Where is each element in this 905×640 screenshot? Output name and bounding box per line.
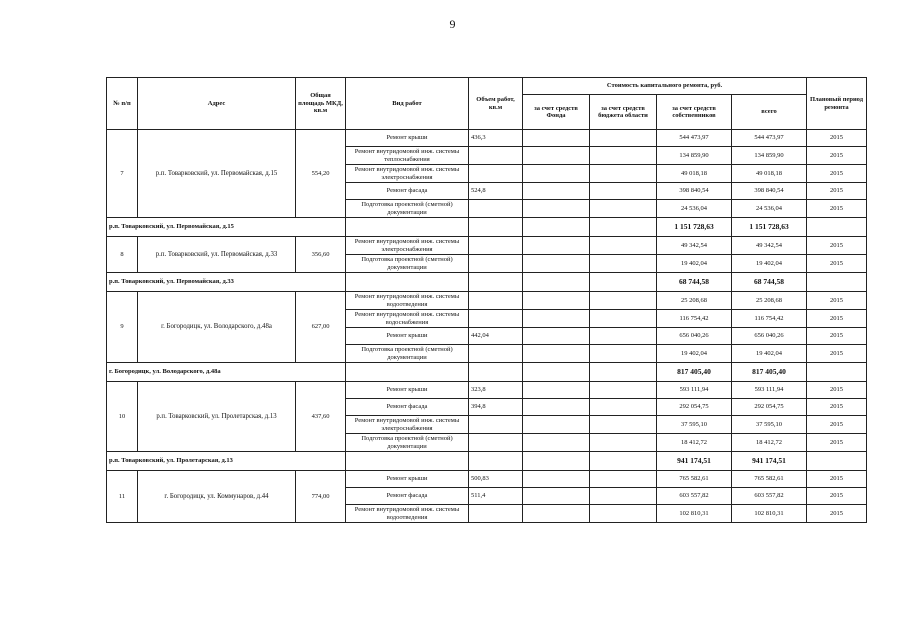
total-total: 1 151 728,63 — [732, 218, 807, 237]
cost-total: 37 595,10 — [732, 416, 807, 434]
cost-total: 116 754,42 — [732, 310, 807, 328]
total-row — [107, 363, 867, 382]
work-type: Ремонт крыши — [346, 471, 469, 488]
work-volume: 394,8 — [469, 399, 523, 416]
plan-period: 2015 — [807, 255, 867, 273]
plan-period: 2015 — [807, 310, 867, 328]
row-number: 8 — [107, 237, 138, 273]
work-type: Подготовка проектной (сметной) документации — [346, 434, 469, 452]
cost-fund — [523, 130, 590, 147]
cost-owners: 116 754,42 — [657, 310, 732, 328]
work-volume: 511,4 — [469, 488, 523, 505]
cost-fund — [523, 488, 590, 505]
plan-period: 2015 — [807, 382, 867, 399]
plan-period: 2015 — [807, 488, 867, 505]
plan-period: 2015 — [807, 237, 867, 255]
plan-period: 2015 — [807, 471, 867, 488]
cost-region — [590, 147, 657, 165]
table-row — [107, 382, 867, 399]
row-number: 11 — [107, 471, 138, 523]
header-cost-group: Стоимость капитального ремонта, руб. — [523, 78, 807, 95]
total-owners: 817 405,40 — [657, 363, 732, 382]
cost-fund — [523, 165, 590, 183]
row-address: г. Богородицк, ул. Володарского, д.48а — [138, 292, 296, 363]
total-empty-region — [590, 363, 657, 382]
work-type: Подготовка проектной (сметной) документации — [346, 345, 469, 363]
total-row — [107, 273, 867, 292]
total-empty-fund — [523, 218, 590, 237]
total-owners: 1 151 728,63 — [657, 218, 732, 237]
cost-owners: 765 582,61 — [657, 471, 732, 488]
cost-region — [590, 399, 657, 416]
cost-region — [590, 165, 657, 183]
total-empty-work — [346, 218, 469, 237]
header-total: всего — [732, 95, 807, 130]
total-label: р.п. Товарковский, ул. Пролетарская, д.13 — [107, 452, 346, 471]
total-empty-period — [807, 452, 867, 471]
work-type: Ремонт фасада — [346, 488, 469, 505]
cost-total: 544 473,97 — [732, 130, 807, 147]
cost-owners: 102 810,31 — [657, 505, 732, 523]
total-owners: 68 744,58 — [657, 273, 732, 292]
total-total: 817 405,40 — [732, 363, 807, 382]
plan-period: 2015 — [807, 434, 867, 452]
cost-region — [590, 434, 657, 452]
cost-fund — [523, 183, 590, 200]
work-volume — [469, 165, 523, 183]
plan-period: 2015 — [807, 328, 867, 345]
cost-region — [590, 505, 657, 523]
header-owners: за счет средств собственников — [657, 95, 732, 130]
cost-total: 102 810,31 — [732, 505, 807, 523]
cost-owners: 544 473,97 — [657, 130, 732, 147]
cost-fund — [523, 505, 590, 523]
cost-owners: 24 536,04 — [657, 200, 732, 218]
total-empty-work — [346, 452, 469, 471]
header-num: № п/п — [107, 78, 138, 130]
plan-period: 2015 — [807, 165, 867, 183]
cost-fund — [523, 345, 590, 363]
cost-owners: 603 557,82 — [657, 488, 732, 505]
plan-period: 2015 — [807, 147, 867, 165]
header-fund: за счет средств Фонда — [523, 95, 590, 130]
work-type: Ремонт внутридомовой инж. системы электроснабжения — [346, 237, 469, 255]
total-total: 68 744,58 — [732, 273, 807, 292]
cost-region — [590, 382, 657, 399]
row-area: 627,00 — [296, 292, 346, 363]
cost-owners: 134 859,90 — [657, 147, 732, 165]
plan-period: 2015 — [807, 292, 867, 310]
cost-total: 49 342,54 — [732, 237, 807, 255]
row-area: 774,00 — [296, 471, 346, 523]
cost-region — [590, 345, 657, 363]
cost-fund — [523, 237, 590, 255]
cost-region — [590, 130, 657, 147]
row-number: 7 — [107, 130, 138, 218]
cost-total: 765 582,61 — [732, 471, 807, 488]
cost-fund — [523, 399, 590, 416]
total-total: 941 174,51 — [732, 452, 807, 471]
cost-total: 603 557,82 — [732, 488, 807, 505]
total-row — [107, 452, 867, 471]
cost-total: 24 536,04 — [732, 200, 807, 218]
total-empty-period — [807, 273, 867, 292]
cost-region — [590, 310, 657, 328]
total-empty-work — [346, 273, 469, 292]
work-type: Ремонт крыши — [346, 130, 469, 147]
row-area: 356,60 — [296, 237, 346, 273]
cost-total: 19 402,04 — [732, 345, 807, 363]
cost-total: 25 208,68 — [732, 292, 807, 310]
header-region-budget: за счет средств бюджета области — [590, 95, 657, 130]
cost-region — [590, 471, 657, 488]
work-volume — [469, 310, 523, 328]
total-label: р.п. Товарковский, ул. Первомайская, д.15 — [107, 218, 346, 237]
work-type: Ремонт внутридомовой инж. системы электроснабжения — [346, 165, 469, 183]
total-label: г. Богородицк, ул. Володарского, д.48а — [107, 363, 346, 382]
work-type: Ремонт фасада — [346, 399, 469, 416]
cost-total: 656 040,26 — [732, 328, 807, 345]
cost-fund — [523, 147, 590, 165]
work-type: Ремонт внутридомовой инж. системы водоснабжения — [346, 310, 469, 328]
cost-total: 398 840,54 — [732, 183, 807, 200]
header-period: Плановый период ремонта — [807, 78, 867, 130]
cost-fund — [523, 292, 590, 310]
work-type: Ремонт внутридомовой инж. системы водоотведения — [346, 292, 469, 310]
cost-fund — [523, 328, 590, 345]
work-volume — [469, 255, 523, 273]
cost-owners: 292 054,75 — [657, 399, 732, 416]
row-address: р.п. Товарковский, ул. Пролетарская, д.13 — [138, 382, 296, 452]
cost-region — [590, 255, 657, 273]
cost-owners: 49 018,18 — [657, 165, 732, 183]
work-type: Ремонт крыши — [346, 328, 469, 345]
row-number: 10 — [107, 382, 138, 452]
work-type: Ремонт внутридомовой инж. системы теплоснабжения — [346, 147, 469, 165]
header-volume: Объем работ, кв.м — [469, 78, 523, 130]
work-volume — [469, 292, 523, 310]
header-work-type: Вид работ — [346, 78, 469, 130]
cost-owners: 37 595,10 — [657, 416, 732, 434]
work-volume: 323,8 — [469, 382, 523, 399]
total-row — [107, 218, 867, 237]
work-type: Ремонт внутридомовой инж. системы электроснабжения — [346, 416, 469, 434]
total-empty-region — [590, 273, 657, 292]
cost-total: 292 054,75 — [732, 399, 807, 416]
cost-region — [590, 183, 657, 200]
cost-owners: 398 840,54 — [657, 183, 732, 200]
total-empty-volume — [469, 363, 523, 382]
work-volume: 500,83 — [469, 471, 523, 488]
work-volume — [469, 505, 523, 523]
cost-total: 18 412,72 — [732, 434, 807, 452]
work-type: Ремонт крыши — [346, 382, 469, 399]
cost-owners: 19 402,04 — [657, 255, 732, 273]
row-area: 554,20 — [296, 130, 346, 218]
total-empty-work — [346, 363, 469, 382]
work-volume: 442,04 — [469, 328, 523, 345]
plan-period: 2015 — [807, 130, 867, 147]
cost-fund — [523, 255, 590, 273]
work-volume — [469, 345, 523, 363]
cost-fund — [523, 200, 590, 218]
cost-fund — [523, 434, 590, 452]
cost-owners: 18 412,72 — [657, 434, 732, 452]
cost-region — [590, 237, 657, 255]
cost-total: 19 402,04 — [732, 255, 807, 273]
plan-period: 2015 — [807, 200, 867, 218]
total-empty-period — [807, 218, 867, 237]
header-address: Адрес — [138, 78, 296, 130]
cost-owners: 656 040,26 — [657, 328, 732, 345]
cost-owners: 19 402,04 — [657, 345, 732, 363]
total-empty-period — [807, 363, 867, 382]
total-owners: 941 174,51 — [657, 452, 732, 471]
cost-owners: 25 208,68 — [657, 292, 732, 310]
cost-owners: 593 111,94 — [657, 382, 732, 399]
cost-region — [590, 416, 657, 434]
cost-region — [590, 292, 657, 310]
page-number: 9 — [449, 17, 456, 31]
row-area: 437,60 — [296, 382, 346, 452]
total-empty-fund — [523, 273, 590, 292]
cost-total: 49 018,18 — [732, 165, 807, 183]
table-row — [107, 292, 867, 310]
plan-period: 2015 — [807, 505, 867, 523]
total-empty-volume — [469, 218, 523, 237]
total-empty-region — [590, 218, 657, 237]
table-row — [107, 471, 867, 488]
capital-repair-table — [106, 77, 867, 523]
cost-region — [590, 200, 657, 218]
cost-fund — [523, 382, 590, 399]
total-empty-fund — [523, 452, 590, 471]
cost-fund — [523, 310, 590, 328]
plan-period: 2015 — [807, 183, 867, 200]
work-type: Подготовка проектной (сметной) документации — [346, 255, 469, 273]
cost-region — [590, 328, 657, 345]
total-empty-fund — [523, 363, 590, 382]
work-volume: 524,8 — [469, 183, 523, 200]
table-row — [107, 237, 867, 255]
table-row — [107, 130, 867, 147]
work-volume — [469, 237, 523, 255]
work-volume — [469, 200, 523, 218]
row-number: 9 — [107, 292, 138, 363]
work-volume — [469, 434, 523, 452]
total-empty-volume — [469, 452, 523, 471]
plan-period: 2015 — [807, 345, 867, 363]
row-address: г. Богородицк, ул. Коммунаров, д.44 — [138, 471, 296, 523]
cost-total: 593 111,94 — [732, 382, 807, 399]
work-type: Ремонт внутридомовой инж. системы водоотведения — [346, 505, 469, 523]
total-empty-region — [590, 452, 657, 471]
work-volume: 436,3 — [469, 130, 523, 147]
cost-fund — [523, 416, 590, 434]
cost-owners: 49 342,54 — [657, 237, 732, 255]
row-address: р.п. Товарковский, ул. Первомайская, д.33 — [138, 237, 296, 273]
plan-period: 2015 — [807, 399, 867, 416]
total-empty-volume — [469, 273, 523, 292]
cost-fund — [523, 471, 590, 488]
total-label: р.п. Товарковский, ул. Первомайская, д.33 — [107, 273, 346, 292]
cost-total: 134 859,90 — [732, 147, 807, 165]
plan-period: 2015 — [807, 416, 867, 434]
header-area: Общая площадь МКД, кв.м — [296, 78, 346, 130]
work-type: Ремонт фасада — [346, 183, 469, 200]
cost-region — [590, 488, 657, 505]
row-address: р.п. Товарковский, ул. Первомайская, д.15 — [138, 130, 296, 218]
work-volume — [469, 147, 523, 165]
work-type: Подготовка проектной (сметной) документации — [346, 200, 469, 218]
work-volume — [469, 416, 523, 434]
